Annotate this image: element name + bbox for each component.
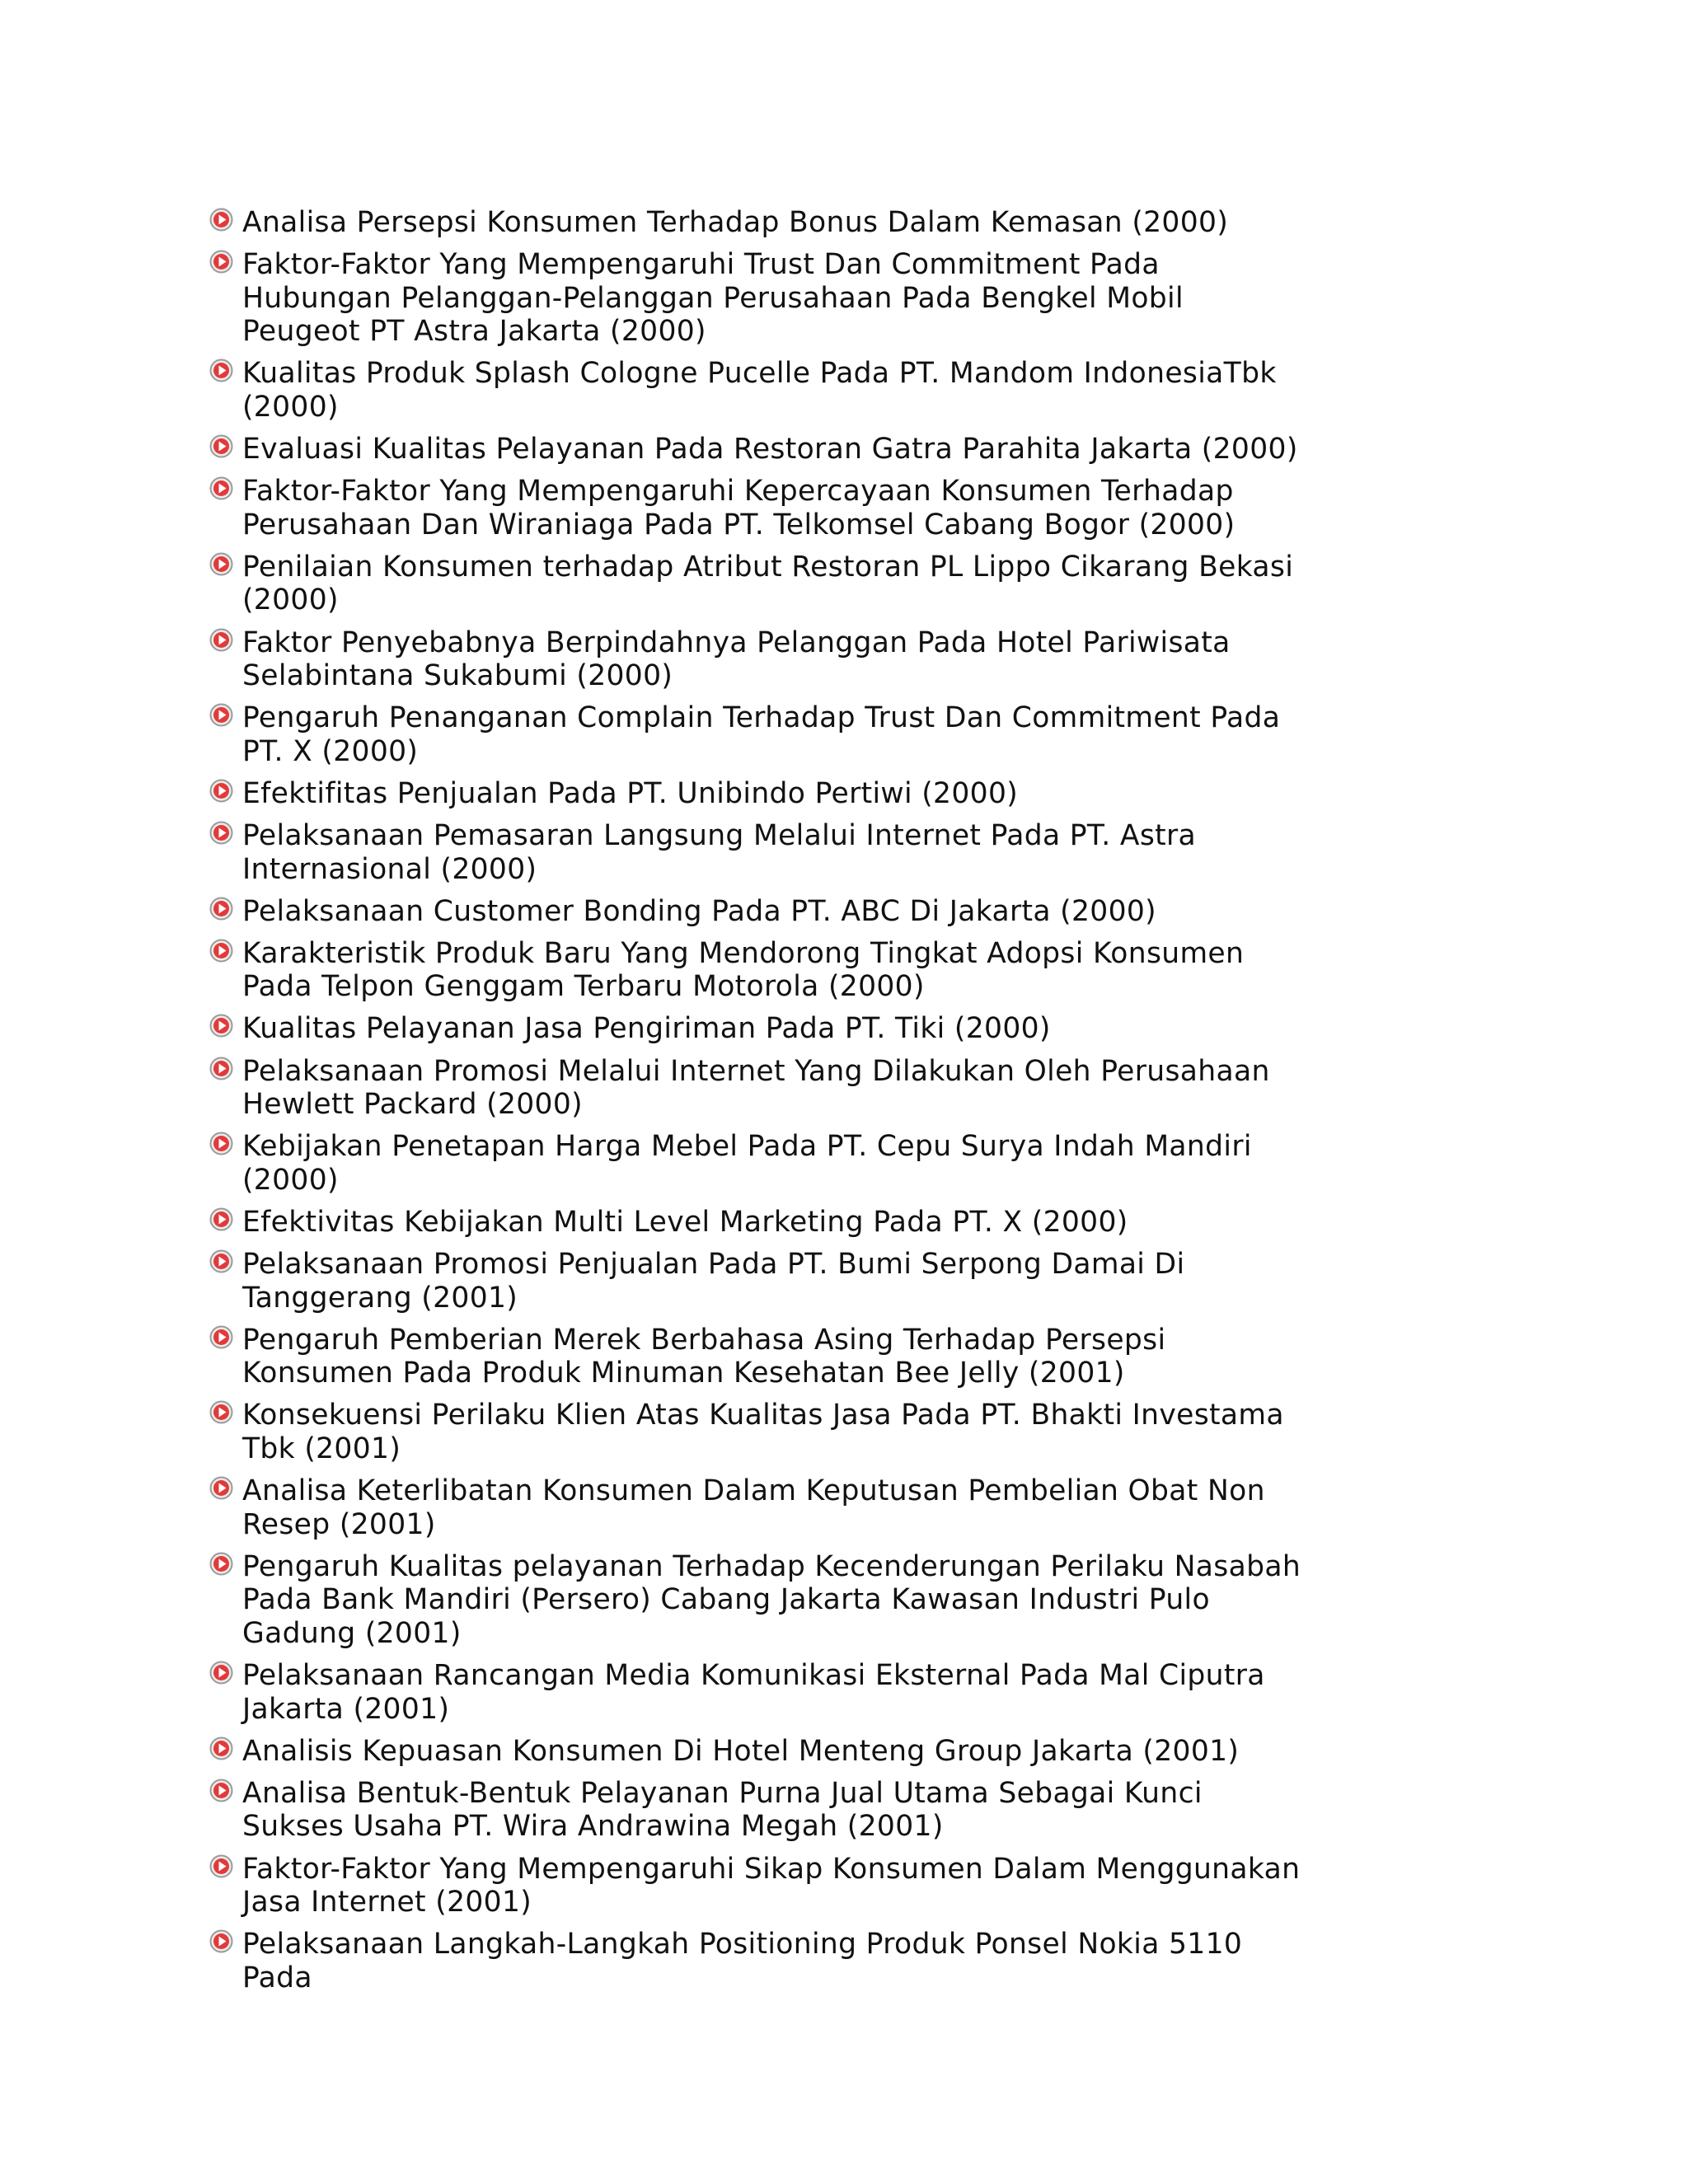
- red-arrow-circle-icon: [209, 897, 233, 921]
- list-item-text: Konsekuensi Perilaku Klien Atas Kualitas Jasa Pada PT. Bhakti Investama Tbk (2001): [242, 1399, 1284, 1465]
- list-item-text: Karakteristik Produk Baru Yang Mendorong Tingkat Adopsi Konsumen Pada Telpon Genggam Terbaru Motorola (2000): [242, 936, 1245, 1004]
- list-item-text: Faktor Penyebabnya Berpindahnya Pelanggan Pada Hotel Pariwisata Selabintana Sukabumi (2000): [242, 626, 1231, 693]
- list-item-text: Efektivitas Kebijakan Multi Level Marketing Pada PT. X (2000): [242, 1205, 1128, 1239]
- list-item: [206, 1130, 1302, 1197]
- red-arrow-circle-icon: [209, 1854, 233, 1878]
- red-arrow-circle-icon: [209, 779, 233, 803]
- list-item-text: Pengaruh Kualitas pelayanan Terhadap Kecenderungan Perilaku Nasabah Pada Bank Mandiri (Persero) Cabang Jakarta Kawasan Industri Pulo Gadung (2001): [242, 1549, 1301, 1650]
- red-arrow-circle-icon: [209, 1552, 233, 1576]
- list-item-text: Kebijakan Penetapan Harga Mebel Pada PT. Cepu Surya Indah Mandiri (2000): [242, 1130, 1252, 1197]
- red-arrow-circle-icon: [209, 939, 233, 963]
- red-arrow-circle-icon: [209, 359, 233, 382]
- red-arrow-circle-icon: [209, 1325, 233, 1349]
- list-item-text: Pelaksanaan Rancangan Media Komunikasi Eksternal Pada Mal Ciputra Jakarta (2001): [242, 1659, 1265, 1726]
- red-arrow-circle-icon: [209, 434, 233, 458]
- list-item-text: Pelaksanaan Pemasaran Langsung Melalui Internet Pada PT. Astra Internasional (2000): [242, 819, 1197, 886]
- red-arrow-circle-icon: [209, 628, 233, 652]
- red-arrow-circle-icon: [209, 1132, 233, 1155]
- list-item: [206, 1659, 1302, 1726]
- list-item: [206, 701, 1302, 768]
- list-item-text: Efektifitas Penjualan Pada PT. Unibindo Pertiwi (2000): [242, 776, 1019, 810]
- list-item: [206, 626, 1302, 693]
- red-arrow-circle-icon: [209, 476, 233, 500]
- list-item: [206, 1474, 1302, 1541]
- list-item: [206, 248, 1302, 349]
- list-item: [206, 777, 1302, 811]
- list-item: [206, 1550, 1302, 1651]
- list-item-text: Faktor-Faktor Yang Mempengaruhi Kepercayaan Konsumen Terhadap Perusahaan Dan Wiraniaga Pada PT. Telkomsel Cabang Bogor (2000): [242, 475, 1236, 541]
- list-item: [206, 1853, 1302, 1919]
- red-arrow-circle-icon: [209, 1249, 233, 1273]
- list-item: [206, 1206, 1302, 1240]
- list-item-text: Kualitas Produk Splash Cologne Pucelle Pada PT. Mandom IndonesiaTbk (2000): [242, 357, 1277, 424]
- red-arrow-circle-icon: [209, 1057, 233, 1080]
- red-arrow-circle-icon: [209, 1207, 233, 1231]
- list-item-text: Analisa Bentuk-Bentuk Pelayanan Purna Jual Utama Sebagai Kunci Sukses Usaha PT. Wira Andrawina Megah (2001): [242, 1776, 1203, 1844]
- red-arrow-circle-icon: [209, 1014, 233, 1038]
- list-item: [206, 551, 1302, 617]
- list-item: [206, 1248, 1302, 1315]
- list-item: [206, 433, 1302, 466]
- thesis-title-list: [206, 206, 1302, 2004]
- red-arrow-circle-icon: [209, 821, 233, 845]
- list-item-text: Pelaksanaan Promosi Penjualan Pada PT. Bumi Serpong Damai Di Tanggerang (2001): [242, 1248, 1185, 1315]
- red-arrow-circle-icon: [209, 1661, 233, 1685]
- red-arrow-circle-icon: [209, 1779, 233, 1802]
- list-item-text: Pelaksanaan Customer Bonding Pada PT. ABC Di Jakarta (2000): [242, 894, 1156, 928]
- list-item: [206, 895, 1302, 929]
- list-item: [206, 937, 1302, 1004]
- list-item-text: Faktor-Faktor Yang Mempengaruhi Trust Dan Commitment Pada Hubungan Pelanggan-Pelanggan Perusahaan Pada Bengkel Mobil Peugeot PT Astra Jakarta (2000): [242, 248, 1184, 349]
- list-item: [206, 475, 1302, 541]
- red-arrow-circle-icon: [209, 1929, 233, 1953]
- list-item: [206, 1324, 1302, 1390]
- list-item: [206, 206, 1302, 240]
- red-arrow-circle-icon: [209, 208, 233, 232]
- list-item-text: Penilaian Konsumen terhadap Atribut Restoran PL Lippo Cikarang Bekasi (2000): [242, 550, 1294, 617]
- list-item: [206, 1928, 1302, 1994]
- red-arrow-circle-icon: [209, 552, 233, 576]
- red-arrow-circle-icon: [209, 1736, 233, 1760]
- list-item-text: Pelaksanaan Langkah-Langkah Positioning Produk Ponsel Nokia 5110 Pada: [242, 1928, 1243, 1994]
- list-item-text: Analisa Keterlibatan Konsumen Dalam Keputusan Pembelian Obat Non Resep (2001): [242, 1474, 1265, 1541]
- list-item: [206, 1399, 1302, 1465]
- list-item: [206, 819, 1302, 886]
- list-item: [206, 1012, 1302, 1046]
- list-item-text: Pengaruh Penanganan Complain Terhadap Trust Dan Commitment Pada PT. X (2000): [242, 701, 1281, 768]
- list-item-text: Pelaksanaan Promosi Melalui Internet Yang Dilakukan Oleh Perusahaan Hewlett Packard (2000): [242, 1054, 1270, 1122]
- list-item-text: Analisis Kepuasan Konsumen Di Hotel Menteng Group Jakarta (2001): [242, 1734, 1240, 1768]
- list-item-text: Faktor-Faktor Yang Mempengaruhi Sikap Konsumen Dalam Menggunakan Jasa Internet (2001): [242, 1852, 1301, 1919]
- list-item: [206, 1735, 1302, 1769]
- list-item: [206, 1777, 1302, 1844]
- red-arrow-circle-icon: [209, 703, 233, 727]
- list-item-text: Analisa Persepsi Konsumen Terhadap Bonus Dalam Kemasan (2000): [242, 206, 1229, 239]
- red-arrow-circle-icon: [209, 1400, 233, 1424]
- list-item: [206, 1055, 1302, 1122]
- list-item: [206, 357, 1302, 424]
- red-arrow-circle-icon: [209, 250, 233, 274]
- list-item-text: Pengaruh Pemberian Merek Berbahasa Asing Terhadap Persepsi Konsumen Pada Produk Minuman Kesehatan Bee Jelly (2001): [242, 1323, 1166, 1390]
- list-item-text: Evaluasi Kualitas Pelayanan Pada Restoran Gatra Parahita Jakarta (2000): [242, 433, 1298, 466]
- list-item-text: Kualitas Pelayanan Jasa Pengiriman Pada PT. Tiki (2000): [242, 1012, 1051, 1046]
- red-arrow-circle-icon: [209, 1476, 233, 1500]
